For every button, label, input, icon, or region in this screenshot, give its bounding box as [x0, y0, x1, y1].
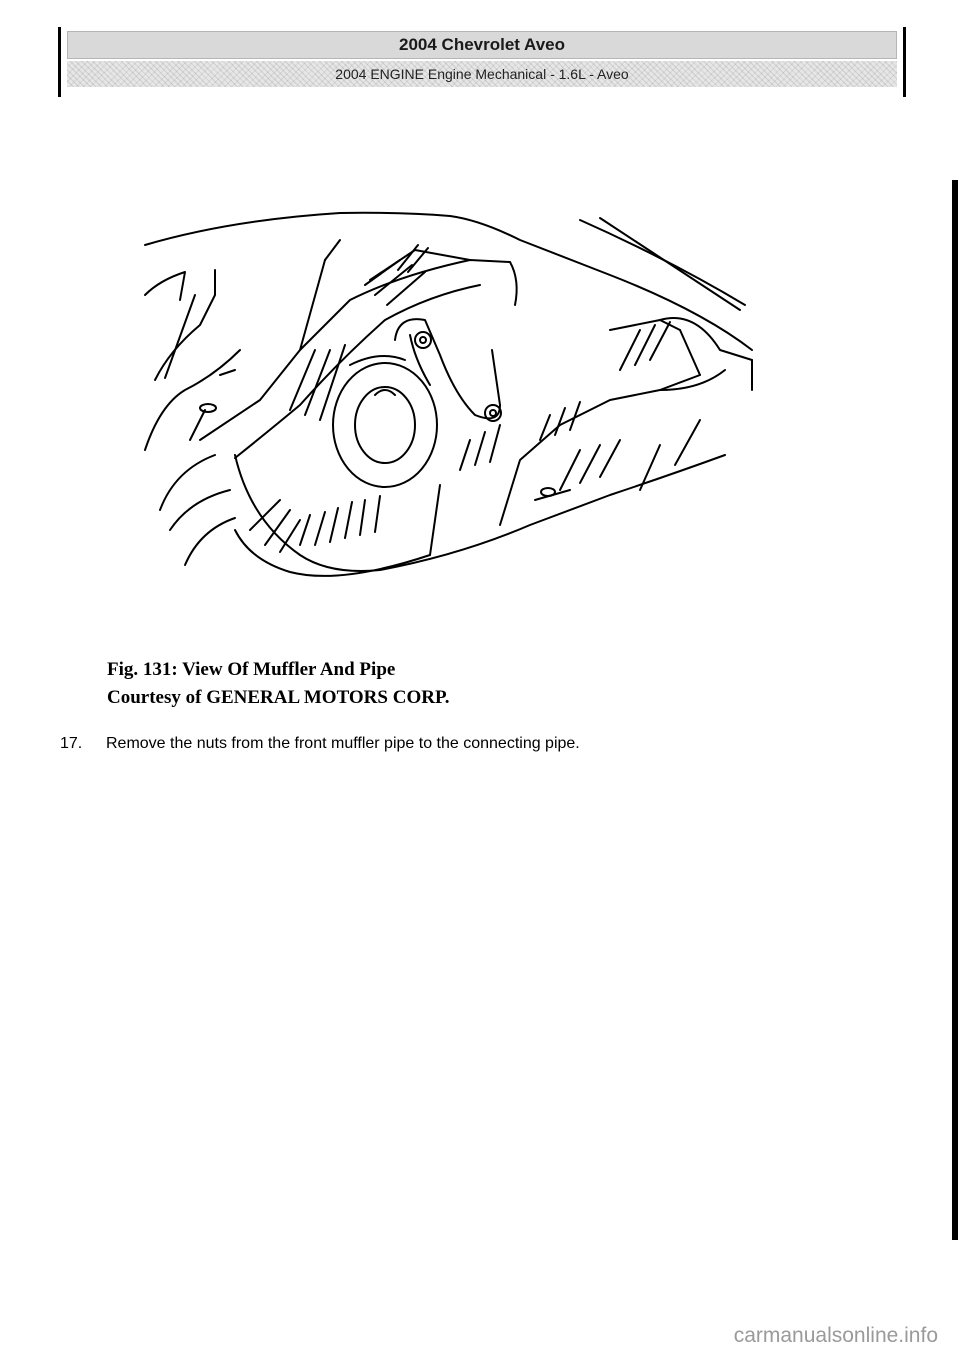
step-number: 17. [60, 735, 83, 752]
figure-caption [107, 656, 450, 712]
step-text: Remove the nuts from the front muffler pipe to the connecting pipe. [106, 735, 580, 752]
caption-title: Fig. 131: View Of Muffler And Pipe [107, 659, 396, 680]
header-title: 2004 Chevrolet Aveo [67, 31, 897, 59]
page-edge-rule [952, 180, 958, 1240]
muffler-pipe-illustration [140, 200, 760, 590]
procedure-step [60, 733, 580, 755]
page-header [58, 27, 906, 97]
caption-credit: Courtesy of GENERAL MOTORS CORP. [107, 687, 450, 708]
site-watermark: carmanualsonline.info [733, 1324, 938, 1347]
header-subtitle: 2004 ENGINE Engine Mechanical - 1.6L - Aveo [67, 61, 897, 87]
